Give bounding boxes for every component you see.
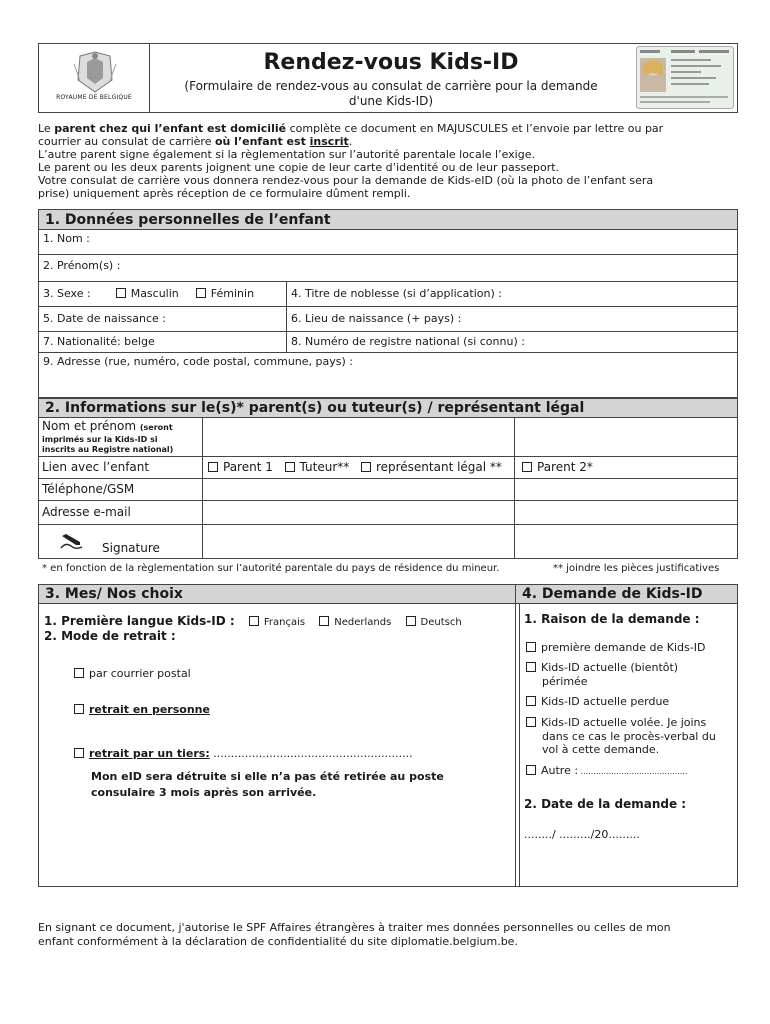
child-birthplace-label: 6. Lieu de naissance (+ pays) : [291,312,462,325]
reason-first [526,641,705,654]
parent2-email-input[interactable] [515,501,737,523]
reason-other [526,764,687,777]
request-date-input[interactable]: ......../ ........./20......... [524,828,640,841]
stolen-checkbox[interactable] [526,717,536,727]
child-address-field[interactable] [38,352,738,398]
page-title: Rendez-vous Kids-ID [263,50,519,75]
courrier-label: par courrier postal [89,667,191,680]
retrieval-mode-label: 2. Mode de retrait : [44,629,176,643]
first-request-checkbox[interactable] [526,642,536,652]
page-subtitle-1: (Formulaire de rendez-vous au consulat de carrière pour la demande [184,79,598,93]
other-label: Autre : [541,764,579,777]
child-nom-field[interactable] [38,229,738,255]
child-address-label: 9. Adresse (rue, numéro, code postal, commune, pays) : [43,355,353,368]
parent2-label: Parent 2* [537,460,593,474]
representant-label: représentant légal ** [375,460,502,474]
intro-text: Votre consulat de carrière vous donnera rendez-vous pour la demande de Kids-eID (où la photo de l’enfant sera [38,174,654,187]
parent2-checkbox[interactable] [522,462,532,472]
deutsch-label: Deutsch [420,617,462,628]
lost-label: Kids-ID actuelle perdue [541,695,670,708]
nederlands-checkbox[interactable] [319,616,329,626]
parent2-option [522,460,593,474]
child-noblesse-label: 4. Titre de noblesse (si d’application) : [291,287,502,300]
crest-caption: ROYAUME DE BELGIQUE [56,94,132,101]
intro-text: où l’enfant est [214,135,310,148]
request-date-label: 2. Date de la demande : [524,797,687,811]
intro-text: Le [38,122,55,135]
parent-name-label-cell [42,419,200,455]
email-label: Adresse e-mail [42,505,131,519]
tuteur-label: Tuteur** [299,460,350,474]
representant-checkbox[interactable] [361,462,371,472]
masculin-label: Masculin [130,287,179,300]
destruction-warning-2: consulaire 3 mois après son arrivée. [91,786,317,799]
feminin-label: Féminin [210,287,255,300]
deutsch-checkbox[interactable] [406,616,416,626]
parent-name-note: imprimés sur la Kids-ID si [42,435,158,444]
option-tiers [74,747,413,760]
privacy-consent-2: enfant conformément à la déclaration de confidentialité du site diplomatie.belgium.be. [38,935,518,948]
child-nationality-label: 7. Nationalité: belge [43,335,155,348]
child-sexe-field [38,281,287,307]
parent2-name-input[interactable] [515,418,737,455]
other-checkbox[interactable] [526,765,536,775]
parent1-phone-input[interactable] [203,479,513,499]
personne-checkbox[interactable] [74,704,84,714]
child-birthplace-field[interactable] [286,306,738,332]
child-registry-field[interactable] [286,331,738,353]
francais-label: Français [263,617,306,628]
kids-id-card-image [636,46,734,109]
reason-lost [526,695,669,708]
first-request-label: première demande de Kids-ID [541,641,706,654]
intro-text: parent chez qui l’enfant est domicilié [54,122,287,135]
intro-text: Le parent ou les deux parents joignent une copie de leur carte d’identité ou de leur passeport. [38,161,560,174]
relation-options [208,460,502,474]
expired-label: Kids-ID actuelle (bientôt) [541,661,679,674]
footnote-authority: * en fonction de la règlementation sur l’autorité parentale du pays de résidence du mineur. [42,563,500,574]
child-nationality-field [38,331,287,353]
courrier-checkbox[interactable] [74,668,84,678]
stolen-label-cont: dans ce cas le procès-verbal du [542,729,716,743]
reason-expired [526,661,678,689]
reason-stolen [526,716,716,757]
child-prenom-field[interactable] [38,254,738,282]
parent1-email-input[interactable] [203,501,513,523]
tiers-label: retrait par un tiers: [89,747,210,760]
parent2-phone-input[interactable] [515,479,737,499]
section2-header: 2. Informations sur le(s)* parent(s) ou tuteur(s) / représentant légal [38,398,738,418]
parent-name-label: Nom et prénom [42,419,137,433]
lost-checkbox[interactable] [526,696,536,706]
belgium-crest-logo [70,50,120,96]
parent2-signature-input[interactable] [515,525,737,558]
page-subtitle-2: d'une Kids-ID) [348,94,434,108]
phone-label: Téléphone/GSM [42,482,135,496]
destruction-warning-1: Mon eID sera détruite si elle n’a pas été retirée au poste [91,770,444,783]
parents-row-divider [38,456,738,457]
other-dots[interactable]: .......................................... [578,767,688,776]
parent1-signature-input[interactable] [203,525,513,558]
child-sexe-label: 3. Sexe : [43,287,91,300]
parent1-checkbox[interactable] [208,462,218,472]
option-courrier [74,667,191,680]
child-nom-label: 1. Nom : [43,232,90,245]
pen-icon [60,533,84,549]
intro-text: . [348,135,353,148]
intro-text: complète ce document en MAJUSCULES et l’envoie par lettre ou par [286,122,664,135]
relation-label: Lien avec l’enfant [42,460,150,474]
feminin-checkbox[interactable] [196,288,206,298]
tuteur-checkbox[interactable] [285,462,295,472]
child-birthdate-label: 5. Date de naissance : [43,312,166,325]
child-noblesse-field[interactable] [286,281,738,307]
tiers-checkbox[interactable] [74,748,84,758]
section4-header: 4. Demande de Kids-ID [515,584,738,604]
stolen-label: Kids-ID actuelle volée. Je joins [541,716,707,729]
section1-header: 1. Données personnelles de l’enfant [38,209,738,230]
parent-name-note: inscrits au Registre national) [42,445,174,454]
intro-text: prise) uniquement après réception de ce formulaire dûment rempli. [38,187,411,200]
nederlands-label: Nederlands [334,617,392,628]
intro-text: L’autre parent signe également si la règlementation sur l’autorité parentale locale l’exige. [38,148,535,161]
masculin-checkbox[interactable] [116,288,126,298]
parent1-label: Parent 1 [223,460,273,474]
signature-label: Signature [102,541,160,555]
personne-label: retrait en personne [89,703,210,716]
intro-paragraph [38,122,738,200]
option-personne [74,703,210,716]
expired-checkbox[interactable] [526,662,536,672]
tiers-dots[interactable]: ......................................................... [209,747,413,760]
child-birthdate-field[interactable] [38,306,287,332]
reason-label: 1. Raison de la demande : [524,612,700,626]
intro-text: inscrit [309,135,349,148]
privacy-consent-1: En signant ce document, j'autorise le SPF Affaires étrangères à traiter mes données personnelles ou celles de mon [38,921,671,934]
intro-text: courrier au consulat de carrière [38,135,215,148]
section3-header: 3. Mes/ Nos choix [38,584,520,604]
language-row [44,610,462,629]
parent1-name-input[interactable] [203,418,513,455]
child-prenom-label: 2. Prénom(s) : [43,259,121,272]
francais-checkbox[interactable] [249,616,259,626]
stolen-label-cont: vol à cette demande. [542,743,660,756]
footnote-documents: ** joindre les pièces justificatives [553,563,720,574]
child-registry-label: 8. Numéro de registre national (si connu) : [291,335,525,348]
expired-label-cont: périmée [542,675,588,688]
language-label: 1. Première langue Kids-ID : [44,614,235,628]
parent-name-note: (seront [139,423,173,432]
